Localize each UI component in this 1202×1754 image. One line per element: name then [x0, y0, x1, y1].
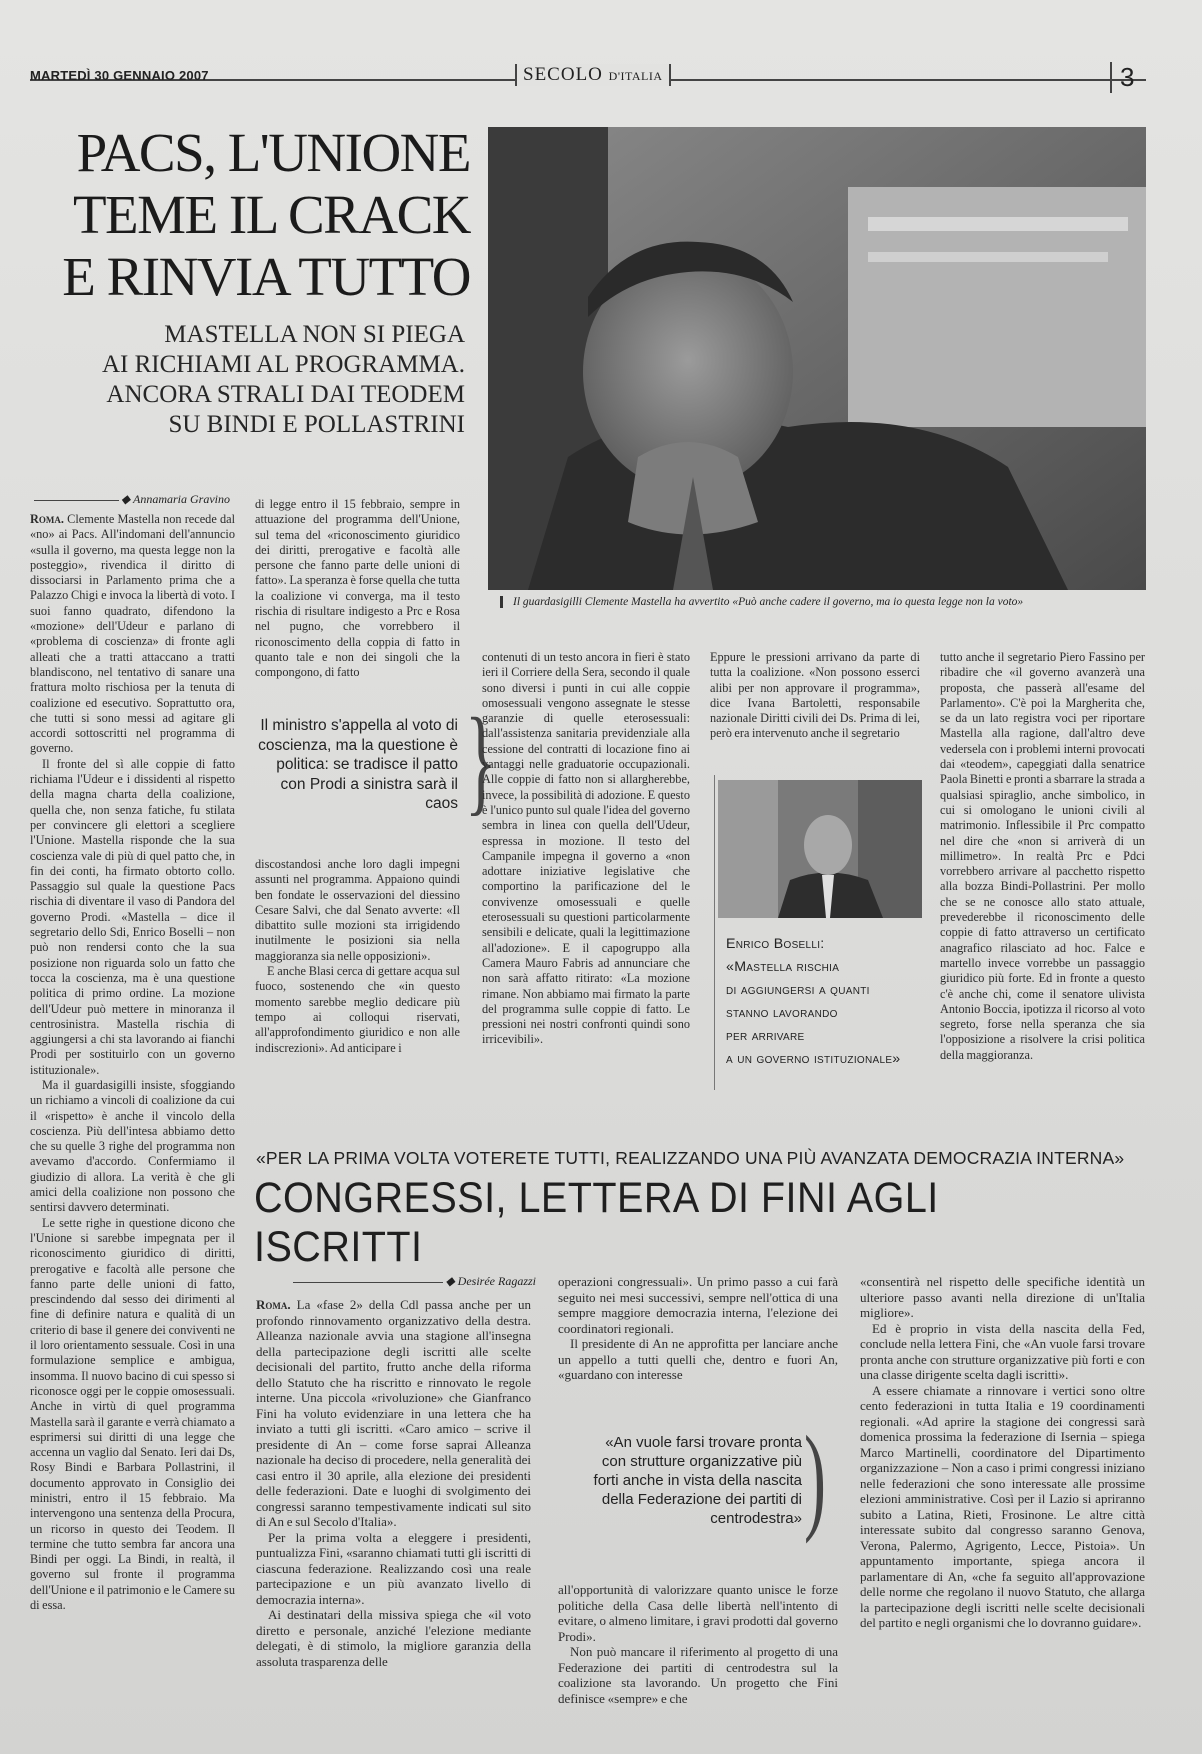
- masthead-name: SECOLO: [523, 64, 603, 85]
- paragraph-text: Clemente Mastella non recede dal «no» ai Pacs. All'indomani dell'annuncio «sulla il governo, ma questa legge non la posteggio», rivendica il diritto di dissociarsi in Parlamento prima che a Palazzo Chigi e invoca la libertà di voto. I suoi fanno quadrato, difendono la «mozione» dell'Udeur e parlano di «problema di coscienza» di fronte agli alleati che a tratti attaccano a tratti blandiscono, nel tentativo di sanare una frattura molto rischiosa per la tenuta di coalizione ed esecutivo. Soprattutto ora, che tutti si sono messi ad agitare gli accordi sottoscritti nel programma di governo.: [30, 512, 235, 756]
- byline-author: Desirée Ragazzi: [457, 1274, 536, 1288]
- article-1-column-5: [940, 650, 1145, 1100]
- box-line-1: Enrico Boselli:: [726, 936, 825, 952]
- pull-quote-brace: }: [464, 693, 497, 826]
- article-2-column-1: [256, 1297, 531, 1747]
- main-photo: [488, 127, 1146, 590]
- paragraph-text: La «fase 2» della Cdl passa anche per un profondo rinnovamento organizzativo della destra. Alleanza nazionale avvia una stagione all'insegna della partecipazione degli iscritti alle scelte decisionali del partito, frutto anche della riforma dello Statuto che ha riscritto e rinnovato le regole interne. Una piccola «rivoluzione» che Gianfranco Fini ha voluto evidenziare in una lettera che ha inviato a tutti gli iscritti. «Caro amico – scrive il presidente di An – come forse saprai Alleanza nazionale ha deciso di procedere, nella generalità dei casi entro il 30 aprile, alla elezione dei presidenti delle federazioni. Date e luoghi di svolgimento dei congressi saranno tempestivamente indicati sul sito di An e sul Secolo d'Italia».: [256, 1297, 531, 1529]
- masthead-suffix: D'ITALIA: [608, 69, 663, 83]
- paragraph: Eppure le pressioni arrivano da parte di tutta la coalizione. «Non possono esserci alibi per non approvare il programma», dice Ivana Bartoletti, responsabile nazionale Diritti civili dei Ds. Prima di lei, però era intervenuto anche il segretario: [710, 650, 920, 741]
- paragraph: all'opportunità di valorizzare quanto unisce le forze politiche della Casa delle libertà nell'intento di evitare, o almeno limitare, i gravi prodotti dal governo Prodi».: [558, 1582, 838, 1644]
- article-1-column-2-top: [255, 497, 460, 705]
- paragraph: Non può mancare il riferimento al progetto di una Federazione dei partiti di centrodestra sul la coalizione sta lavorando. Un progetto che Fini definisce «sempre» e che: [558, 1644, 838, 1706]
- pull-quote-brace: ): [803, 1411, 826, 1544]
- page-number: 3: [1110, 62, 1134, 93]
- article-1-column-1: [30, 512, 235, 1748]
- box-line-4: stanno lavorando: [726, 1005, 838, 1021]
- paragraph: Le sette righe in questione dicono che l'Unione si sarebbe impegnata per il riconoscimento giuridico di diritti, prerogative e facoltà alle persone che fanno parte delle unioni di fatto, prescindendo dal sesso dei dirimenti al fine di definire natura e qualità di un criterio di base il genere dei conviventi ne il loro orientamento sessuale. Così in una formulazione semplice e ambigua, insomma. Il nuovo bacino di cui spesso si riconosce oggi per le coppie omosessuali. Anche in virtù di quel programma Mastella sarà il garante e verrà chiamato a esprimersi sui diritti di una legge che accenna un vaglio dal Senato. Ieri dai Ds, Rosy Bindi e Barbara Pollastrini, il documento approvato in Consiglio dei ministri, entro il 15 febbraio. Ma intervengono una sentenza della Procura, un ricorso in questo dei Teodem. Il termine che tutto sembra far ancora una Bindi per oggi. La Bindi, in realtà, il governo sul fronte il programma dell'Unione e il patrimonio e le Camere su di essa.: [30, 1215, 235, 1613]
- headline-line-2: TEME IL CRACK: [72, 184, 470, 245]
- article-2-column-2-top: [558, 1274, 838, 1414]
- byline-author: Annamaria Gravino: [133, 492, 230, 506]
- header-date: MARTEDÌ 30 GENNAIO 2007: [30, 68, 209, 83]
- article-2-column-3: [860, 1274, 1145, 1747]
- byline-article-1: ◆ Annamaria Gravino: [30, 492, 230, 507]
- article-1-column-3: [482, 650, 690, 1100]
- headline-line-3: E RINVIA TUTTO: [62, 246, 470, 307]
- box-rule: [714, 775, 715, 1090]
- paragraph: Ai destinatari della missiva spiega che «il voto diretto e personale, anziché l'elezione mediante delegati, è di stimolo, la migliore garanzia della assoluta trasparenza delle: [256, 1607, 531, 1669]
- paragraph: E anche Blasi cerca di gettare acqua sul fuoco, sostenendo che «in questo momento sarebbe meglio dedicare più tempo ai colloqui riservati, all'approfondimento giuridico e non alle indiscrezioni». Ad anticipare i: [255, 964, 460, 1055]
- dateline-city: Roma.: [256, 1297, 291, 1312]
- byline-article-2: ◆ Desirée Ragazzi: [256, 1274, 536, 1289]
- byline-rule: [34, 500, 119, 501]
- paragraph: Ed è proprio in vista della nascita della Fed, conclude nella lettera Fini, che «An vuole farsi trovare pronta anche con strutture organizzative più forti e con una classe dirigente scelta dagli iscritti».: [860, 1320, 1145, 1382]
- article-2-column-2-bottom: [558, 1582, 838, 1747]
- paragraph: discostandosi anche loro dagli impegni assunti nel programma. Appaiono quindi ben fondate le osservazioni del diessino Cesare Salvi, che dal Senato avverte: «Il dibattito sulle mozioni sta irrigidendo inutilmente le posizioni sia nella maggioranza sia nelle opposizioni».: [255, 857, 460, 963]
- paragraph: A essere chiamate a rinnovare i vertici sono oltre cento federazioni in tutta Italia e 19 coordinamenti regionali. «Ad aprire la stagione dei congressi sarà domenica prossima la federazione di Isernia – spiega Marco Martinelli, coordinatore del Dipartimento organizzazione – Non a caso i primi congressi iniziano nelle federazioni che sono interessate alle prossime elezioni amministrative. Così per il Lazio si apriranno subito a Latina, Rieti, Frosinone. Le altre città interessate subito dal congresso saranno Genova, Verona, Palermo, Agrigento, Lecce, Pistoia». Un appuntamento importante, spiega ancora il parlamentare di An, «che fa seguito all'approvazione delle norme che regolano il nuovo Statuto, che allarga la partecipazione degli iscritti nelle scelte decisionali del partito e negli organismi che lo dovranno guidare».: [860, 1382, 1145, 1630]
- paragraph: [256, 1297, 531, 1530]
- subhead-line-2: AI RICHIAMI AL PROGRAMMA.: [102, 351, 465, 378]
- box-line-2: «Mastella rischia: [726, 959, 840, 975]
- subhead-line-1: MASTELLA NON SI PIEGA: [164, 321, 465, 348]
- photo-caption: Il guardasigilli Clemente Mastella ha avvertito «Può anche cadere il governo, ma io questa legge non la voto»: [500, 596, 1153, 608]
- article-2-kicker: «PER LA PRIMA VOLTA VOTERETE TUTTI, REALIZZANDO UNA PIÙ AVANZATA DEMOCRAZIA INTERNA»: [256, 1148, 1125, 1168]
- byline-rule: [293, 1282, 443, 1283]
- paragraph: [30, 512, 235, 757]
- article-1-column-2-bottom: [255, 857, 460, 1100]
- paragraph: Il fronte del sì alle coppie di fatto richiama l'Udeur e i dissidenti al rispetto della magna charta della coalizione, quella che, non senza fatiche, fu stilata per convincere gli elettori a scegliere l'Unione. Mastella risponde che la sua coscienza vale di più di quel patto che, in fin dei conti, ha firmato obtorto collo. Passaggio sul quale la questione Pacs rischia di diventare il vaso di Pandora del governo Prodi. «Mastella – dice il segretario dello Sdi, Enrico Boselli – non può non rendersi conto che la sua posizione non riguarda solo un fatto che tocca la coscienza, ma è una questione politica di primo ordine. La mozione dell'Udeur può mettere in minoranza il centrosinistra. Mastella rischia di aggiungersi a chi sta lavorando ai fianchi Prodi per sostituirlo con un governo istituzionale».: [30, 756, 235, 1077]
- box-line-5: per arrivare: [726, 1028, 805, 1044]
- article-1-column-4: [710, 650, 920, 762]
- pull-quote: Il ministro s'appella al voto di coscienza, ma la questione è politica: se tradisce il patto con Prodi a sinistra sarà il caos: [258, 717, 458, 812]
- article-subhead: [60, 320, 465, 440]
- paragraph: Per la prima volta a eleggere i presidenti, puntualizza Fini, «saranno chiamati tutti gli iscritti di ciascuna federazione. Realizzando così una reale partecipazione e un più avanzato livello di democrazia interna».: [256, 1529, 531, 1607]
- boselli-photo: [718, 780, 922, 918]
- subhead-line-3: ANCORA STRALI DAI TEODEM: [106, 381, 465, 408]
- article-2-pull-quote: «An vuole farsi trovare pronta con strutture organizzative più forti anche in vista della nascita della Federazione dei partiti di centrodestra»: [593, 1434, 802, 1527]
- boselli-box-text: [726, 933, 936, 1071]
- headline-line-1: PACS, L'UNIONE: [76, 122, 470, 183]
- boselli-photo-image: [718, 780, 922, 918]
- masthead: [515, 64, 671, 86]
- article-headline: [40, 122, 470, 308]
- dateline-city: Roma.: [30, 512, 64, 526]
- paragraph: contenuti di un testo ancora in fieri è stato ieri il Corriere della Sera, secondo il quale sono diversi i punti in cui alle coppie omosessuali vengono assegnate le stesse garanzie di quelle eterosessuali: dall'assistenza sanitaria previdenziale alla cessione del contratti di locazione fino ai vantaggi nelle graduatorie occupazionali. Alle coppie di fatto non si allargherebbe, invece, la possibilità di adozione. E questo è l'unico punto sul quale l'idea del governo sembra in linea con quella dell'Udeur, espressa in mozione. Il testo del Campanile impegna il governo a «non adottare iniziative legislative che comportino la parificazione del le convivenze omosessuali e quelle eterosessuali su questioni particolarmente sensibili e delicate, quali la legittimazione all'adozione». E il capogruppo alla Camera Mauro Fabris ad annunciare che non sarà affatto ritirato: «La mozione rimane. Non abbiamo mai firmato la parte del programma sulle coppie di fatto. Le pressioni nei nostri confronti quindi sono irricevibili».: [482, 650, 690, 1047]
- box-line-6: a un governo istituzionale»: [726, 1051, 901, 1067]
- paragraph: Ma il guardasigilli insiste, sfoggiando un richiamo a vincoli di coalizione da cui il «rispetto» è anche il vincolo della coscienza. Più dell'intesa abbiamo detto che su quelle 3 righe del programma non avevamo d'accordo. Confermiamo il giudizio di allora. La verità è che gli amici della coalizione non possono che sentirsi davvero determinati.: [30, 1077, 235, 1215]
- article-2-title: CONGRESSI, LETTERA DI FINI AGLI ISCRITTI: [254, 1174, 939, 1271]
- paragraph: operazioni congressuali». Un primo passo a cui farà seguito nei mesi successivi, sempre nell'ottica di una sempre maggiore democrazia interna, l'elezione dei coordinatori regionali.: [558, 1274, 838, 1336]
- paragraph: «consentirà nel rispetto delle specifiche identità un ulteriore passo avanti nella direzione di un'Italia migliore».: [860, 1274, 1145, 1320]
- main-photo-image: [488, 127, 1146, 590]
- paragraph: tutto anche il segretario Piero Fassino per ribadire che «il governo avanzerà una proposta, che passerà all'esame del Parlamento». C'è poi la Margherita che, se da un lato registra voci per riportare Mastella alla ragione, dall'altro deve vedersela con i problemi interni provocati dai «teodem», capeggiati dalla senatrice Paola Binetti e pronti a sbarrare la strada a qualsiasi spiraglio, anche simbolico, in cui si omologano le unioni civili al matrimonio. Inflessibile il Prc compatto nel dire che «non si arriverà di un millimetro». In realtà Prc e Pdci vorrebbero arrivare al pacchetto rispetto alla bozza Bindi-Pollastrini. Per mollo che se ne conosce allo stato attuale, prevederebbe il riconoscimento delle coppie di fatto attraverso un certificato anagrafico rilasciato ad hoc. Falce e martello invece vorrebbe un passaggio giuridico più forte. Ed in fronte a questo c'è anche chi, come il senatore ulivista Antonio Boccia, ipotizza il ricorso al voto segreto, forse nella speranza che sia l'opposizione a risolvere la crisi politica della maggioranza.: [940, 650, 1145, 1062]
- paragraph: Il presidente di An ne approfitta per lanciare anche un appello a tutti quelli che, dentro e fuori An, «guardano con interesse: [558, 1336, 838, 1382]
- subhead-line-4: SU BINDI E POLLASTRINI: [168, 411, 465, 438]
- box-line-3: di aggiungersi a quanti: [726, 982, 870, 998]
- paragraph: di legge entro il 15 febbraio, sempre in attuazione del programma dell'Unione, sul tema del «riconoscimento giuridico dei diritti, prerogative e facoltà alle persone che fanno parte delle unioni di fatto». La speranza è forse quella che tutta la coalizione vi converga, ma il testo rischia di risultare indigesto a Prc e Rosa nel pugno, che vorrebbero il riconoscimento della coppia di fatto in quanto tale e non dei singoli che la compongono, di fatto: [255, 497, 460, 680]
